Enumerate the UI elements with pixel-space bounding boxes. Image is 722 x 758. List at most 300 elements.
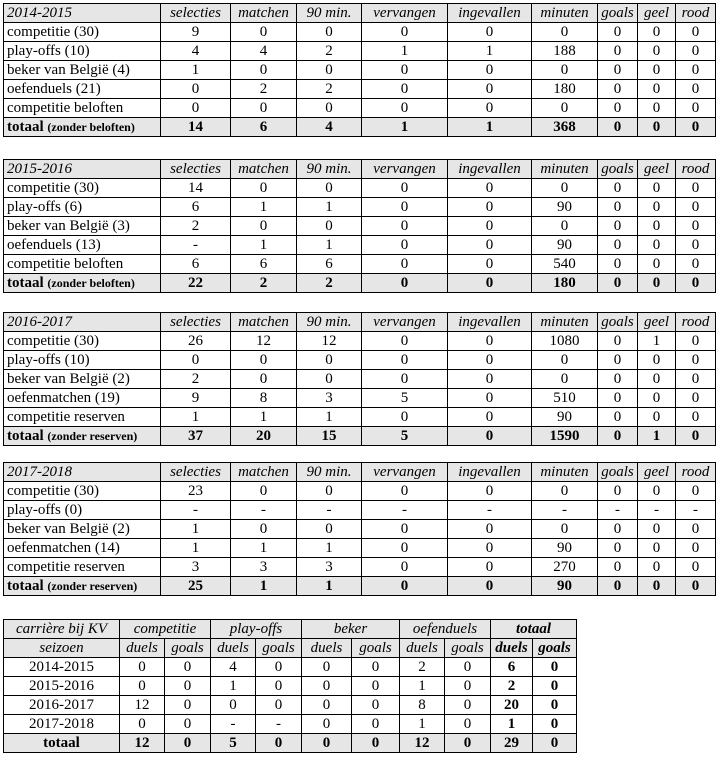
cell-value: 0 — [532, 23, 598, 42]
cell-value: 12 — [297, 332, 362, 351]
total-value: 15 — [297, 427, 362, 446]
column-header: 90 min. — [297, 4, 362, 23]
cell-value: 0 — [532, 351, 598, 370]
cell-value: 2 — [400, 658, 445, 677]
cell-value: 0 — [676, 23, 716, 42]
cell-value: 0 — [352, 715, 400, 734]
cell-value: - — [532, 501, 598, 520]
cell-value: 1 — [231, 539, 297, 558]
total-label: totaal — [7, 118, 44, 135]
total-value: 5 — [211, 734, 256, 753]
column-header: minuten — [532, 160, 598, 179]
cell-value: 1 — [211, 677, 256, 696]
table-row — [4, 658, 577, 677]
cell-value: 0 — [448, 236, 532, 255]
row-label: beker van België (2) — [4, 370, 161, 389]
group-header: beker — [302, 620, 400, 639]
cell-value: 0 — [231, 351, 297, 370]
cell-value: - — [362, 501, 448, 520]
cell-value: 0 — [297, 99, 362, 118]
column-header: ingevallen — [448, 463, 532, 482]
row-label: competitie beloften — [4, 99, 161, 118]
cell-value: 2 — [161, 217, 231, 236]
column-header: selecties — [161, 313, 231, 332]
cell-value: 3 — [161, 558, 231, 577]
career-season: 2015-2016 — [4, 677, 120, 696]
row-label: oefenmatchen (14) — [4, 539, 161, 558]
cell-value: 0 — [598, 198, 638, 217]
cell-value: - — [676, 501, 716, 520]
sub-header: goals — [256, 639, 302, 658]
cell-value: 0 — [598, 255, 638, 274]
row-label: play-offs (10) — [4, 42, 161, 61]
cell-value: - — [161, 501, 231, 520]
cell-value: 0 — [445, 658, 491, 677]
career-title: carrière bij KV — [4, 620, 120, 639]
total-value: 368 — [532, 118, 598, 137]
column-header: goals — [598, 4, 638, 23]
cell-value: 1 — [231, 408, 297, 427]
cell-value: 0 — [676, 370, 716, 389]
cell-value: 0 — [352, 677, 400, 696]
cell-value: 0 — [297, 351, 362, 370]
cell-value: 0 — [362, 408, 448, 427]
cell-value: 0 — [448, 370, 532, 389]
cell-value: 0 — [598, 42, 638, 61]
total-value: 0 — [676, 274, 716, 293]
total-value: 37 — [161, 427, 231, 446]
total-value: 0 — [448, 427, 532, 446]
cell-value: 0 — [676, 389, 716, 408]
cell-value: 0 — [302, 696, 352, 715]
cell-value: 0 — [598, 236, 638, 255]
column-header: vervangen — [362, 160, 448, 179]
cell-value: 0 — [352, 696, 400, 715]
cell-value: 0 — [297, 370, 362, 389]
column-header: 90 min. — [297, 160, 362, 179]
cell-value: 0 — [638, 80, 676, 99]
cell-value: 0 — [676, 217, 716, 236]
column-header: minuten — [532, 4, 598, 23]
total-value: 22 — [161, 274, 231, 293]
table-row — [4, 42, 716, 61]
cell-value: 0 — [448, 408, 532, 427]
cell-value: 6 — [161, 198, 231, 217]
table-row — [4, 715, 577, 734]
total-value: 0 — [165, 734, 211, 753]
total-label-cell — [4, 427, 161, 446]
column-header: vervangen — [362, 463, 448, 482]
table-row — [4, 332, 716, 351]
cell-value: 90 — [532, 198, 598, 217]
row-label: beker van België (4) — [4, 61, 161, 80]
total-value: 1 — [231, 577, 297, 596]
sub-header: goals — [445, 639, 491, 658]
cell-value: 0 — [448, 198, 532, 217]
cell-value: 0 — [211, 696, 256, 715]
cell-value: 0 — [231, 99, 297, 118]
cell-value: 0 — [120, 677, 165, 696]
cell-value: 0 — [448, 61, 532, 80]
season-table — [3, 159, 716, 293]
cell-value: 26 — [161, 332, 231, 351]
cell-value: 0 — [297, 217, 362, 236]
table-row — [4, 558, 716, 577]
total-value: 1590 — [532, 427, 598, 446]
table-row — [4, 351, 716, 370]
cell-value: 0 — [448, 179, 532, 198]
cell-value: 0 — [231, 217, 297, 236]
cell-value: 1 — [161, 520, 231, 539]
cell-value: 0 — [638, 370, 676, 389]
cell-value: 0 — [638, 236, 676, 255]
cell-value: 0 — [231, 23, 297, 42]
cell-value: 0 — [445, 696, 491, 715]
column-header: 90 min. — [297, 463, 362, 482]
total-value: 29 — [491, 734, 533, 753]
total-value: 0 — [676, 577, 716, 596]
cell-value: 0 — [533, 658, 577, 677]
cell-value: 4 — [211, 658, 256, 677]
cell-value: 0 — [362, 61, 448, 80]
cell-value: 0 — [598, 217, 638, 236]
cell-value: 0 — [448, 217, 532, 236]
column-header: minuten — [532, 463, 598, 482]
career-season: 2016-2017 — [4, 696, 120, 715]
cell-value: 0 — [448, 389, 532, 408]
season-header-row — [4, 463, 716, 482]
cell-value: 0 — [256, 696, 302, 715]
cell-value: 0 — [598, 482, 638, 501]
cell-value: 6 — [491, 658, 533, 677]
column-header: ingevallen — [448, 313, 532, 332]
cell-value: 4 — [231, 42, 297, 61]
table-row — [4, 482, 716, 501]
cell-value: 0 — [598, 351, 638, 370]
total-value: 0 — [676, 427, 716, 446]
total-label-cell — [4, 577, 161, 596]
row-label: competitie reserven — [4, 558, 161, 577]
total-value: 0 — [598, 577, 638, 596]
cell-value: 0 — [676, 80, 716, 99]
total-value: 0 — [638, 118, 676, 137]
cell-value: 0 — [676, 61, 716, 80]
total-label: totaal — [7, 577, 44, 594]
total-value: 90 — [532, 577, 598, 596]
cell-value: 0 — [445, 715, 491, 734]
cell-value: 2 — [161, 370, 231, 389]
row-label: competitie (30) — [4, 332, 161, 351]
total-value: 1 — [297, 577, 362, 596]
cell-value: 3 — [297, 389, 362, 408]
table-row — [4, 236, 716, 255]
cell-value: - — [211, 715, 256, 734]
cell-value: 0 — [165, 677, 211, 696]
total-value: 2 — [231, 274, 297, 293]
row-label: competitie (30) — [4, 482, 161, 501]
cell-value: 0 — [532, 370, 598, 389]
total-label-cell — [4, 274, 161, 293]
cell-value: 1 — [491, 715, 533, 734]
cell-value: - — [598, 501, 638, 520]
cell-value: 0 — [165, 715, 211, 734]
cell-value: 0 — [362, 236, 448, 255]
sub-header: duels — [211, 639, 256, 658]
total-value: 4 — [297, 118, 362, 137]
total-value: 0 — [638, 577, 676, 596]
row-label: beker van België (2) — [4, 520, 161, 539]
column-header: selecties — [161, 463, 231, 482]
cell-value: 0 — [598, 61, 638, 80]
cell-value: 0 — [598, 539, 638, 558]
total-value: 180 — [532, 274, 598, 293]
cell-value: 0 — [362, 217, 448, 236]
total-value: 0 — [352, 734, 400, 753]
group-header: play-offs — [211, 620, 302, 639]
cell-value: 0 — [297, 179, 362, 198]
total-label: totaal — [4, 734, 120, 753]
cell-value: 0 — [638, 558, 676, 577]
cell-value: 2 — [491, 677, 533, 696]
cell-value: 9 — [161, 389, 231, 408]
column-header: rood — [676, 160, 716, 179]
cell-value: 0 — [448, 558, 532, 577]
cell-value: 0 — [231, 179, 297, 198]
cell-value: 540 — [532, 255, 598, 274]
table-row — [4, 23, 716, 42]
total-value: 1 — [448, 118, 532, 137]
cell-value: 0 — [297, 520, 362, 539]
total-value: 1 — [638, 427, 676, 446]
cell-value: 0 — [638, 23, 676, 42]
cell-value: 0 — [448, 520, 532, 539]
cell-value: 0 — [231, 61, 297, 80]
cell-value: 270 — [532, 558, 598, 577]
total-note: (zonder beloften) — [47, 275, 135, 290]
total-value: 0 — [533, 734, 577, 753]
cell-value: 2 — [297, 42, 362, 61]
cell-value: 1080 — [532, 332, 598, 351]
table-row — [4, 408, 716, 427]
total-value: 5 — [362, 427, 448, 446]
cell-value: 0 — [231, 370, 297, 389]
column-header: vervangen — [362, 313, 448, 332]
column-header: matchen — [231, 4, 297, 23]
cell-value: 0 — [638, 217, 676, 236]
cell-value: 0 — [638, 520, 676, 539]
cell-value: 0 — [598, 389, 638, 408]
sub-header: duels — [120, 639, 165, 658]
column-header: rood — [676, 4, 716, 23]
group-header: totaal — [491, 620, 577, 639]
row-label: play-offs (0) — [4, 501, 161, 520]
cell-value: 8 — [231, 389, 297, 408]
career-table — [3, 619, 577, 753]
sub-header: duels — [491, 639, 533, 658]
total-value: 6 — [231, 118, 297, 137]
table-row — [4, 677, 577, 696]
total-value: 0 — [448, 274, 532, 293]
cell-value: 0 — [448, 482, 532, 501]
row-label: competitie (30) — [4, 179, 161, 198]
row-label: oefenduels (13) — [4, 236, 161, 255]
cell-value: 0 — [598, 370, 638, 389]
season-table — [3, 312, 716, 446]
total-label: totaal — [7, 274, 44, 291]
cell-value: 0 — [676, 558, 716, 577]
cell-value: 14 — [161, 179, 231, 198]
sub-header: goals — [352, 639, 400, 658]
cell-value: 0 — [362, 23, 448, 42]
season-label: seizoen — [4, 639, 120, 658]
cell-value: 0 — [532, 482, 598, 501]
column-header: 90 min. — [297, 313, 362, 332]
cell-value: 0 — [638, 482, 676, 501]
cell-value: 0 — [676, 539, 716, 558]
table-row — [4, 61, 716, 80]
total-value: 12 — [120, 734, 165, 753]
cell-value: 0 — [676, 236, 716, 255]
season-header-row — [4, 160, 716, 179]
cell-value: 0 — [120, 715, 165, 734]
column-header: ingevallen — [448, 4, 532, 23]
cell-value: 0 — [362, 558, 448, 577]
total-value: 0 — [598, 427, 638, 446]
total-note: (zonder reserven) — [47, 578, 138, 593]
total-value: 0 — [676, 118, 716, 137]
cell-value: 1 — [400, 677, 445, 696]
cell-value: 1 — [297, 539, 362, 558]
table-row — [4, 99, 716, 118]
total-label: totaal — [7, 427, 44, 444]
cell-value: 1 — [400, 715, 445, 734]
cell-value: - — [297, 501, 362, 520]
row-label: competitie reserven — [4, 408, 161, 427]
cell-value: 1 — [297, 198, 362, 217]
cell-value: 0 — [445, 677, 491, 696]
cell-value: - — [161, 236, 231, 255]
total-note: (zonder reserven) — [47, 428, 138, 443]
cell-value: 90 — [532, 539, 598, 558]
cell-value: 0 — [362, 520, 448, 539]
total-note: (zonder beloften) — [47, 119, 135, 134]
column-header: goals — [598, 463, 638, 482]
cell-value: 9 — [161, 23, 231, 42]
group-header: competitie — [120, 620, 211, 639]
cell-value: 4 — [161, 42, 231, 61]
total-row — [4, 577, 716, 596]
cell-value: 0 — [231, 482, 297, 501]
sub-header: duels — [400, 639, 445, 658]
season-title: 2015-2016 — [4, 160, 161, 179]
table-row — [4, 217, 716, 236]
cell-value: 0 — [598, 80, 638, 99]
total-label-cell — [4, 118, 161, 137]
cell-value: 0 — [533, 677, 577, 696]
cell-value: - — [638, 501, 676, 520]
cell-value: 1 — [161, 408, 231, 427]
cell-value: 0 — [362, 198, 448, 217]
table-row — [4, 520, 716, 539]
cell-value: 0 — [676, 351, 716, 370]
row-label: oefenmatchen (19) — [4, 389, 161, 408]
cell-value: 0 — [231, 520, 297, 539]
column-header: matchen — [231, 313, 297, 332]
column-header: matchen — [231, 463, 297, 482]
column-header: geel — [638, 160, 676, 179]
column-header: selecties — [161, 160, 231, 179]
cell-value: 0 — [256, 677, 302, 696]
cell-value: 0 — [448, 332, 532, 351]
cell-value: 1 — [297, 408, 362, 427]
cell-value: 0 — [532, 520, 598, 539]
cell-value: 0 — [352, 658, 400, 677]
cell-value: 0 — [297, 23, 362, 42]
cell-value: 0 — [362, 351, 448, 370]
total-value: 1 — [362, 118, 448, 137]
cell-value: 0 — [532, 61, 598, 80]
total-value: 0 — [598, 118, 638, 137]
season-title: 2014-2015 — [4, 4, 161, 23]
row-label: play-offs (6) — [4, 198, 161, 217]
column-header: rood — [676, 313, 716, 332]
cell-value: 0 — [676, 179, 716, 198]
cell-value: 0 — [448, 80, 532, 99]
column-header: geel — [638, 313, 676, 332]
cell-value: 6 — [161, 255, 231, 274]
cell-value: - — [448, 501, 532, 520]
column-header: ingevallen — [448, 160, 532, 179]
cell-value: 20 — [491, 696, 533, 715]
row-label: competitie (30) — [4, 23, 161, 42]
cell-value: 0 — [448, 23, 532, 42]
cell-value: 510 — [532, 389, 598, 408]
cell-value: 0 — [448, 99, 532, 118]
cell-value: 0 — [448, 255, 532, 274]
total-value: 20 — [231, 427, 297, 446]
total-row — [4, 118, 716, 137]
cell-value: 90 — [532, 408, 598, 427]
cell-value: 0 — [165, 658, 211, 677]
total-value: 0 — [598, 274, 638, 293]
cell-value: 8 — [400, 696, 445, 715]
cell-value: 0 — [161, 80, 231, 99]
cell-value: 2 — [297, 80, 362, 99]
cell-value: 1 — [231, 198, 297, 217]
cell-value: 0 — [120, 658, 165, 677]
season-table — [3, 3, 716, 137]
cell-value: 1 — [638, 332, 676, 351]
cell-value: 3 — [231, 558, 297, 577]
column-header: selecties — [161, 4, 231, 23]
row-label: beker van België (3) — [4, 217, 161, 236]
cell-value: 0 — [676, 332, 716, 351]
column-header: minuten — [532, 313, 598, 332]
cell-value: 0 — [638, 61, 676, 80]
cell-value: 0 — [638, 539, 676, 558]
cell-value: 0 — [638, 351, 676, 370]
cell-value: - — [231, 501, 297, 520]
total-value: 0 — [256, 734, 302, 753]
cell-value: 0 — [676, 482, 716, 501]
cell-value: 1 — [362, 42, 448, 61]
total-row — [4, 427, 716, 446]
column-header: vervangen — [362, 4, 448, 23]
cell-value: 23 — [161, 482, 231, 501]
cell-value: 0 — [362, 255, 448, 274]
table-row — [4, 389, 716, 408]
total-value: 0 — [638, 274, 676, 293]
